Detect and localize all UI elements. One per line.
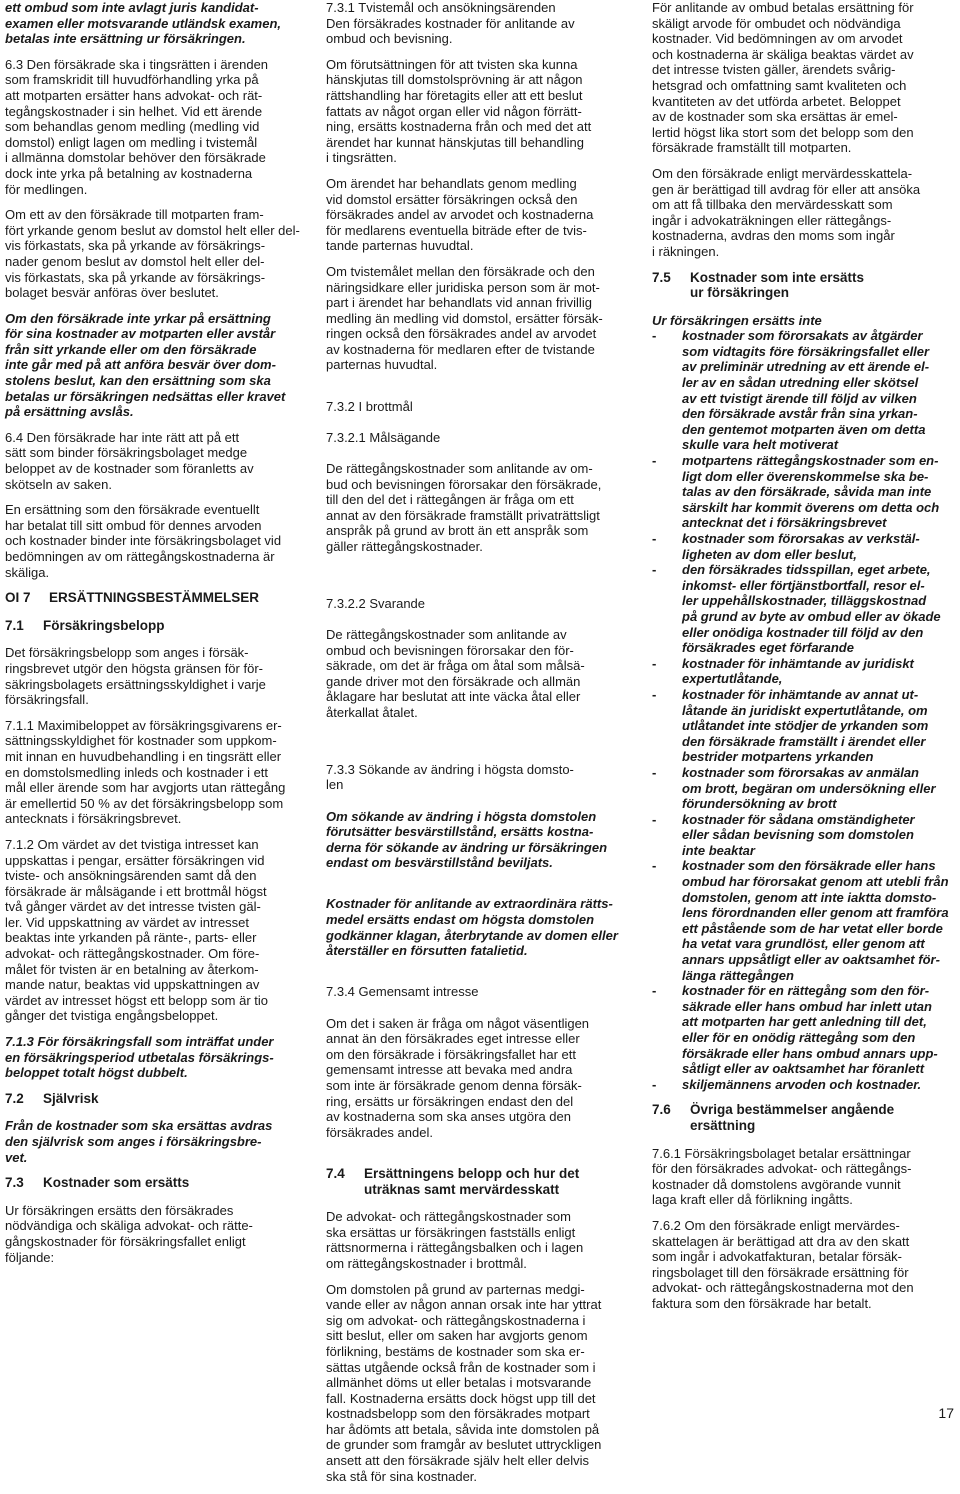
paragraph-7-1-3: 7.1.3 För försäkringsfall som inträffat under en försäkringsperiod utbetalas försäkrings- beloppet totalt högst dubbelt. [5, 1034, 274, 1081]
list-item: - kostnader som förorsakas av anmälan om brott, begäran om undersökning eller förundersökning av brott [652, 764, 936, 812]
column-3 [652, 0, 952, 1322]
heading-number: 7.1 [5, 617, 24, 633]
paragraph-medling-domstol: Om ärendet har behandlats genom medling vid domstol ersätter försäkringen också den försäkrades andel av arvodet och kostnaderna för medlarens eventuella biträde efter de tvis- tande parternas huvudtal. [326, 175, 594, 254]
heading-7-6 [652, 1102, 952, 1133]
list-item: - kostnader för inhämtande av annat ut- låtande än juridiskt expertutlåtande, om utlåtandet inte stödjer de yrkanden som den försäkrade framställt i ärendet eller bestrider motpartens yrkanden [652, 686, 929, 765]
paragraph-7-6-1: 7.6.1 Försäkringsbolaget betalar ersättningar för den försäkrades advokat- och rättegångs- kostnader då domstolens avgörande vunnit laga kraft eller då förlikning ingåtts. [652, 1145, 912, 1208]
list-item: - den försäkrades tidsspillan, eget arbete, inkomst- eller förtjänstbortfall, resor el- ler uppehållskostnader, tilläggskostnad på grund av byte av ombud eller av ökade eller onödiga kostnader till följd av den försäkrades eget förfarande [652, 562, 941, 656]
column-2 [326, 0, 626, 1494]
paragraph-frivillig-medling: Om tvistemålet mellan den försäkrade och den näringsidkare eller juridiska person som är mot- part i ärendet har behandlats vid annan frivillig medling än medling vid domstol, ersätter försäk- ringen också den försäkrades andel av arvodet av kostnaderna för medlaren efter de tvistande parternas huvudtal. [326, 263, 603, 373]
list-item: - kostnader som förorsakas av verkstäl- ligheten av dom eller beslut, [652, 531, 920, 562]
paragraph-6-3: 6.3 Den försäkrade ska i tingsrätten i ärenden som framskridit till huvudförhandling yrka på att motparten ersätter hans advokat- och rät- tegångskostnader i sin helhet. Vid ett ärende som behandlas genom medling (medling vid domstol) enligt lagen om medling i tvistemål i allmänna domstolar behöver den försäkrade dock inte yrka på betalning av kostnaderna för medlingen. [5, 56, 269, 197]
paragraph-7-1-1: 7.1.1 Maximibeloppet av försäkringsgivarens er- sättningsskyldighet för kostnader som uppkom- mit innan en huvudbehandling i en tingsrätt eller en domstolsmedling inleds och kostnader i ett mål eller ärende som har avgjorts utan rättegång är emellertid 50 % av det försäkringsbelopp som antecknats i försäkringsbrevet. [5, 717, 286, 827]
column-1 [5, 0, 305, 1275]
section-7-3-3 [326, 746, 626, 886]
paragraph-forsakringsbelopp: Det försäkringsbelopp som anges i försäk- ringsbrevet utgör den högsta gränsen för för- säkringsbolagets ersättningsskyldighet i varje försäkringsfall. [5, 645, 266, 708]
list-intro: Ur försäkringen ersätts inte [652, 312, 822, 328]
heading-title: Kostnader som inte ersätts ur försäkringen [690, 269, 865, 301]
heading-number: 7.3 [5, 1175, 24, 1191]
list-item: - skiljemännens arvoden och kostnader. [652, 1076, 922, 1092]
list-item: - kostnader som den försäkrade eller hans ombud har förorsakat genom att utebli från domstolen, genom att inte iaktta domsto- lens förordnanden eller genom att framföra ett påstående som de har vetat eller borde ha vetat vara grundlöst, eller genom att annars uppsåtligt eller av oaktsamhet för- länga rättegången [652, 858, 949, 983]
heading-number: 7.5 [652, 269, 671, 285]
list-item: - kostnader för inhämtande av juridiskt expertutlåtande, [652, 655, 914, 687]
paragraph-extraordinara-rattsmedel: Kostnader för anlitande av extraordinära rätts- medel ersätts endast om högsta domstolen godkänner klagan, återbrytande av domen eller återställer en försutten fatalietid. [326, 896, 618, 959]
heading-title: Ersättningens belopp och hur det uträknas samt mervärdesskatt [364, 1165, 580, 1197]
section-7-3-2 [326, 383, 626, 570]
section-7-3-2-2 [326, 580, 626, 736]
subheading-gemensamt-intresse: 7.3.4 Gemensamt intresse [326, 984, 479, 1000]
heading-ersattningsbestammelser [5, 590, 305, 606]
page-number: 17 [938, 1405, 954, 1421]
heading-title: ERSÄTTNINGSBESTÄMMELSER [49, 590, 260, 606]
heading-title: Övriga bestämmelser angående ersättning [690, 1102, 895, 1133]
list-item: - kostnader för sådana omständigheter eller sådan bevisning som domstolen inte beaktar [652, 811, 915, 858]
paragraph-6-4: 6.4 Den försäkrade har inte rätt att på ett sätt som binder försäkringsbolaget medge beloppet av de kostnader som föranletts av skötseln av saken. [5, 429, 254, 492]
paragraph-besvarstillstand: Om sökande av ändring i högsta domstolen förutsätter besvärstillstånd, ersätts kostna- derna för sökande av ändring ur försäkringen endast om besvärstillstånd beviljats. [326, 808, 608, 871]
heading-7-3 [5, 1175, 305, 1191]
paragraph-domstolen-medgivande: Om domstolen på grund av parternas medgi- vande eller av någon annan orsak inte har yttrat sig om advokat- och rättegångskostnaderna i sitt beslut, eller om saken har avgjorts genom förlikning, bestäms de kostnader som ska er- sättas utgående också från de kostnader som i allmänhet döms ut eller betalas i motsvarande fall. Kostnaderna ersätts dock högst upp till det kostnadsbelopp som den försäkrades motpart har ådömts att betala, såvida inte domstolen på de grunder som framgår av beslutet uttryckligen ansett att den försäkrade själv helt eller delvis ska stå för sina kostnader. [326, 1281, 602, 1484]
heading-title: Kostnader som ersätts [43, 1175, 190, 1191]
paragraph-anlitande-ombud: För anlitande av ombud betalas ersättning för skäligt arvode för ombudet och nödvändiga kostnader. Vid bedömningen av om arvodet och kostnaderna är skäliga beaktas värdet av det intresse tvisten gäller, ärendets svårig- hetsgrad och omfattning samt kvaliteten och kvantiteten av det utförda arbetet. Beloppet av de kostnader som ska ersättas är emel- lertid högst lika stort som det belopp som den försäkrade framställt till motparten. [652, 0, 914, 156]
section-7-3-4 [326, 969, 626, 1156]
heading-number: 7.4 [326, 1165, 345, 1181]
paragraph-ombud-examen: ett ombud som inte avlagt juris kandidat- examen eller motsvarande utländsk examen, betalas inte ersättning ur försäkringen. [5, 0, 282, 47]
list-item: - kostnader som förorsakats av åtgärder som vidtagits före försäkringsfallet eller av preliminär utredning av ett ärende el- ler av en sådan utredning eller skötsel av ett tvistigt ärende till följd av vilken den försäkrade avstår från sina yrkan- den gentemot motparten även om detta skulle vara helt motiverat [652, 328, 930, 453]
heading-title: Självrisk [43, 1090, 99, 1106]
list-item: - kostnader för en rättegång som den för- säkrade eller hans ombud har inlett utan att motparten har gett anledning till det, eller för en onödig rättegång som den försäkrade eller hans ombud annars upp- såtligt eller av oaktsamhet har föranlett [652, 983, 938, 1077]
paragraph-domstolsprovning: Om förutsättningen för att tvisten ska kunna hänskjutas till domstolsprövning är att någon rättshandling har företagits eller att ett beslut fattats av något organ eller vid någon förrätt- ning, ersätts kostnaderna från och med det att ärendet har kunnat hänskjutas till behandling i tingsrätten. [326, 56, 592, 166]
paragraph-7-6-2: 7.6.2 Om den försäkrade enligt mervärdes- skattelagen är berättigad att dra av den skatt som ingår i advokatfakturan, betalar försäk- ringsbolaget till den försäkrade ersättning för advokat- och rättegångskostnaderna mot den faktura som den försäkrade har betalt. [652, 1217, 914, 1311]
paragraph-motpart-yrkande: Om ett av den försäkrade till motparten fram- fört yrkande genom beslut av domstol helt eller del- vis förkastats, ska på yrkande av försäkrings- nader genom beslut av domstol helt eller del- vis förkastats, ska på yrkande av försäkrings- bolaget besvär anföras över beslutet. [5, 207, 300, 301]
subheading-malsagande: 7.3.2.1 Målsägande [326, 429, 441, 445]
subheading-brottmal: 7.3.2 I brottmål [326, 398, 413, 414]
paragraph-sjalvrisk: Från de kostnader som ska ersättas avdras den självrisk som anges i försäkringsbre- vet. [5, 1118, 273, 1165]
list-item: - motpartens rättegångskostnader som en- ligt dom eller överenskommelse ska be- talas av den försäkrade, såvida man inte särskilt har kommit överens om detta och antecknat det i försäkringsbrevet [652, 453, 940, 531]
paragraph-ombud-arvoden: En ersättning som den försäkrade eventuellt har betalat till sitt ombud för dennes arvoden och kostnader binder inte försäkringsbolaget vid bedömningen av om rättegångskostnaderna är skäliga. [5, 502, 282, 580]
heading-7-5 [652, 270, 952, 301]
paragraph-svarande: De rättegångskostnader som anlitande av ombud och bevisningen förorsakar den för- säkrade, om det är fråga om åtal som målsä- gande driver mot den försäkrade och allmän åklagare har beslutat att inte väcka åtal eller återkallat åtalet. [326, 626, 585, 720]
paragraph-avstar-yrkande: Om den försäkrade inte yrkar på ersättning för sina kostnader av motparten eller avstår från sitt yrkande eller om den försäkrade inte går med på att anföra besvär över dom- stolens beslut, kan den ersättning som ska betalas ur försäkringen nedsättas eller kravet på ersättning avslås. [5, 310, 286, 420]
paragraph-malsagande: De rättegångskostnader som anlitande av om- bud och bevisningen förorsakar den försäkrade, till den del det i rättegången är fråga om ett annat av den försäkrade framställt privaträttsligt anspråk på grund av brott än ett anspråk som gäller rättegångskostnader. [326, 461, 602, 554]
paragraph-7-3-1: 7.3.1 Tvistemål och ansökningsärenden Den försäkrades kostnader för anlitande av ombud och bevisning. [326, 0, 575, 47]
exclusions-list [652, 328, 952, 1092]
heading-number: 7.6 [652, 1102, 671, 1118]
heading-number: 7.2 [5, 1090, 24, 1106]
heading-title: Försäkringsbelopp [43, 617, 165, 633]
subheading-hogsta-domstolen: 7.3.3 Sökande av ändring i högsta domsto- len [326, 761, 574, 793]
heading-7-4 [326, 1166, 626, 1197]
heading-number: OI 7 [5, 590, 31, 606]
subheading-svarande: 7.3.2.2 Svarande [326, 595, 426, 611]
paragraph-gemensamt-intresse: Om det i saken är fråga om något väsentligen annat än den försäkrades eget intresse eller om den försäkrade i försäkringsfallet har ett gemensamt intresse att bevaka med andra som inte är försäkrade genom denna försäk- ring, ersätts ur försäkringen endast den del av kostnaderna som ska anses utgöra den försäkrades andel. [326, 1015, 590, 1140]
paragraph-rattsnormerna: De advokat- och rättegångskostnader som ska ersättas ur försäkringen fastställs enligt rättsnormerna i rättegångsbalken och i lagen om rättegångskostnader i brottmål. [326, 1209, 584, 1271]
paragraph-mervardesskatt: Om den försäkrade enligt mervärdesskattela- gen är berättigad till avdrag för eller att ansöka om att få tillbaka den mervärdesskatt som ingår i advokaträkningen eller rättegångs- kostnaderna, avdras den moms som ingår i räkningen. [652, 165, 921, 259]
heading-7-2 [5, 1091, 305, 1107]
paragraph-kostnader-ersatts: Ur försäkringen ersätts den försäkrades nödvändiga och skäliga advokat- och rätte- gångskostnader för försäkringsfallet enligt följande: [5, 1202, 253, 1265]
paragraph-7-1-2: 7.1.2 Om värdet av det tvistiga intresset kan uppskattas i pengar, ersätter försäkringen vid tviste- och ansökningsärenden samt då den försäkrade är målsägande i ett brottmål högst två gånger värdet av det intresse tvisten gäl- ler. Vid uppskattning av värdet av intresset beaktas inte yrkanden på ränte-, parts- eller advokat- och rättegångskostnader. Om före- målet för tvisten är en betalning av återkom- mande natur, beaktas vid uppskattningen av värdet av intresset högst ett belopp som är tio gånger det tvistiga engångsbeloppet. [5, 836, 269, 1024]
heading-7-1 [5, 618, 305, 634]
